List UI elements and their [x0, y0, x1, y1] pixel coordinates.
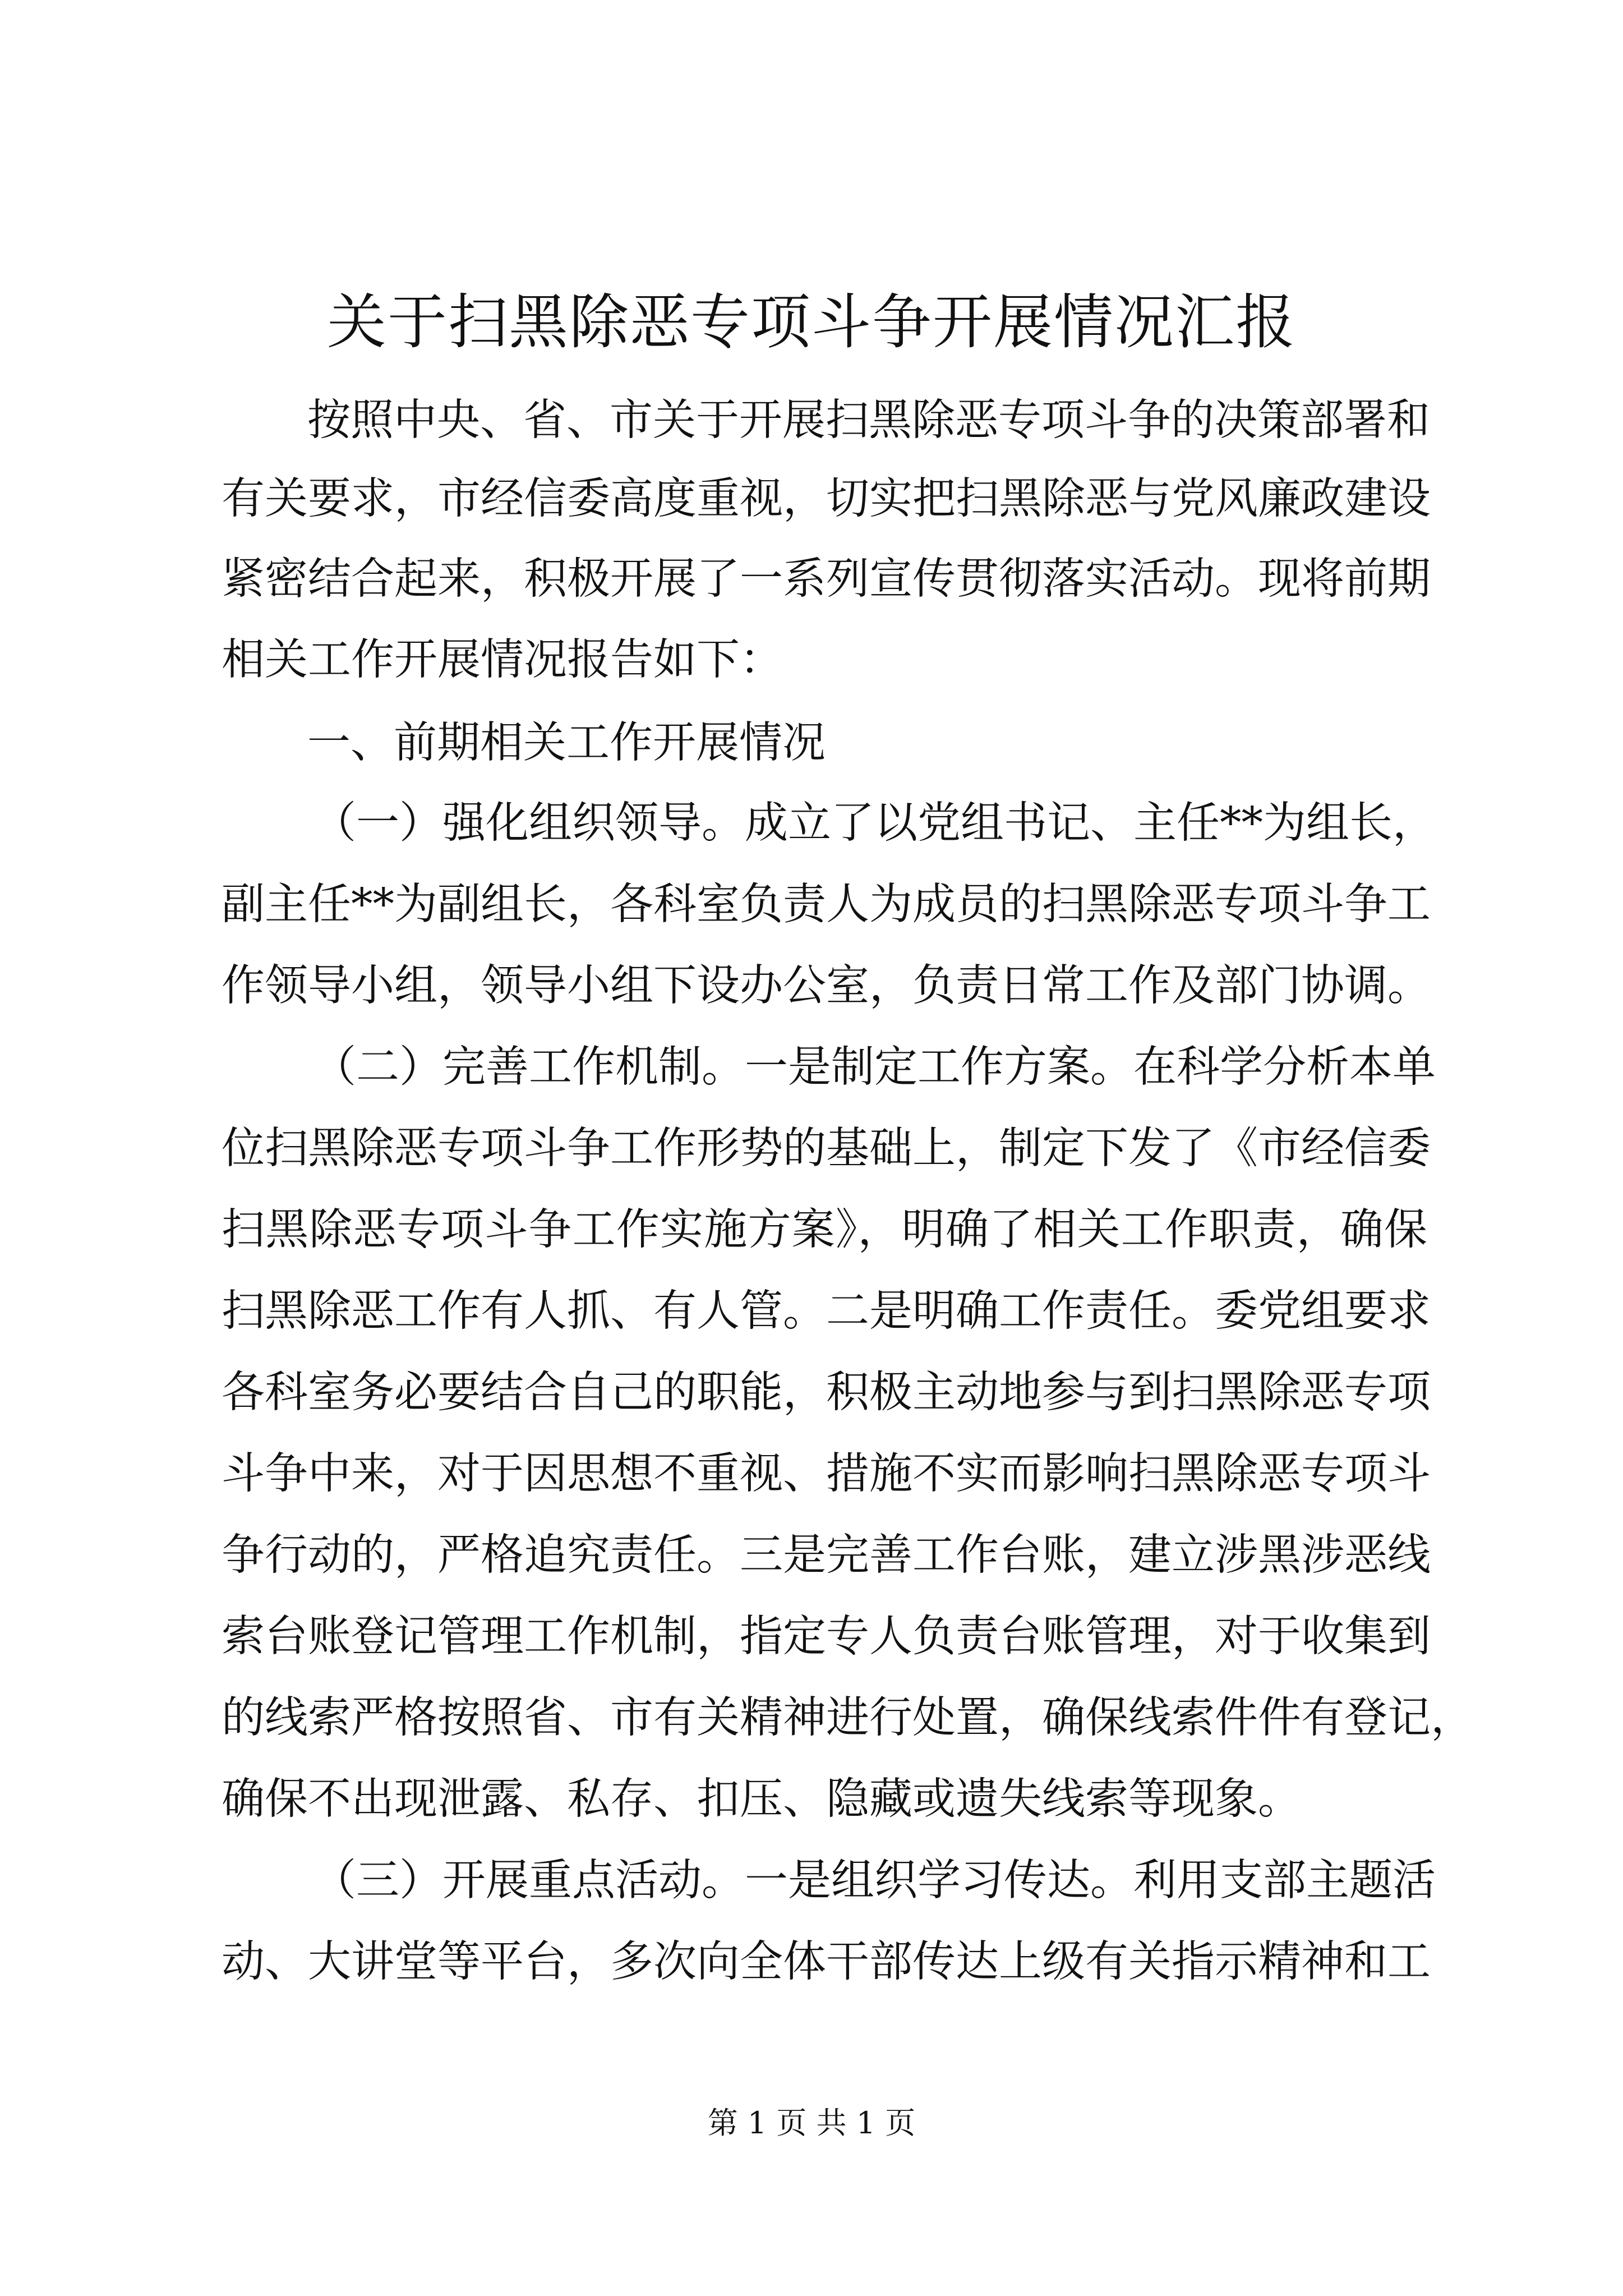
section-2-line: 位扫黑除恶专项斗争工作形势的基础上，制定下发了《市经信委 [222, 1124, 1431, 1174]
intro-line: 有关要求，市经信委高度重视，切实把扫黑除恶与党风廉政建设 [222, 474, 1431, 524]
section-3-line: （三）开展重点活动。一是组织学习传达。利用支部主题活 [313, 1856, 1436, 1906]
section-1-line: 副主任**为副组长，各科室负责人为成员的扫黑除恶专项斗争工 [222, 880, 1431, 930]
section-3-line: 动、大讲堂等平台，多次向全体干部传达上级有关指示精神和工 [222, 1937, 1431, 1987]
section-2-line: （二）完善工作机制。一是制定工作方案。在科学分析本单 [313, 1042, 1436, 1092]
section-2-line: 各科室务必要结合自己的职能，积极主动地参与到扫黑除恶专项 [222, 1368, 1431, 1418]
section-1-line: 作领导小组，领导小组下设办公室，负责日常工作及部门协调。 [222, 961, 1431, 1011]
section-2-line: 扫黑除恶工作有人抓、有人管。二是明确工作责任。委党组要求 [222, 1286, 1431, 1336]
intro-line: 按照中央、省、市关于开展扫黑除恶专项斗争的决策部署和 [307, 395, 1430, 445]
page-number-footer: 第 1 页 共 1 页 [707, 2105, 916, 2141]
document-title: 关于扫黑除恶专项斗争开展情况汇报 [327, 288, 1296, 357]
section-2-line: 索台账登记管理工作机制，指定专人负责台账管理，对于收集到 [222, 1612, 1431, 1662]
intro-line: 紧密结合起来，积极开展了一系列宣传贯彻落实活动。现将前期 [222, 554, 1431, 604]
section-2-line: 的线索严格按照省、市有关精神进行处置，确保线索件件有登记， [222, 1693, 1474, 1743]
section-1-line: （一）强化组织领导。成立了以党组书记、主任**为组长， [313, 798, 1436, 848]
section-2-line: 斗争中来，对于因思想不重视、措施不实而影响扫黑除恶专项斗 [222, 1449, 1431, 1499]
intro-line: 相关工作开展情况报告如下： [222, 635, 783, 685]
section-heading: 一、前期相关工作开展情况 [307, 718, 826, 768]
section-2-line: 扫黑除恶专项斗争工作实施方案》，明确了相关工作职责，确保 [222, 1205, 1427, 1255]
section-2-line: 争行动的，严格追究责任。三是完善工作台账，建立涉黑涉恶线 [222, 1530, 1431, 1580]
section-2-line: 确保不出现泄露、私存、扣压、隐藏或遗失线索等现象。 [222, 1774, 1301, 1824]
